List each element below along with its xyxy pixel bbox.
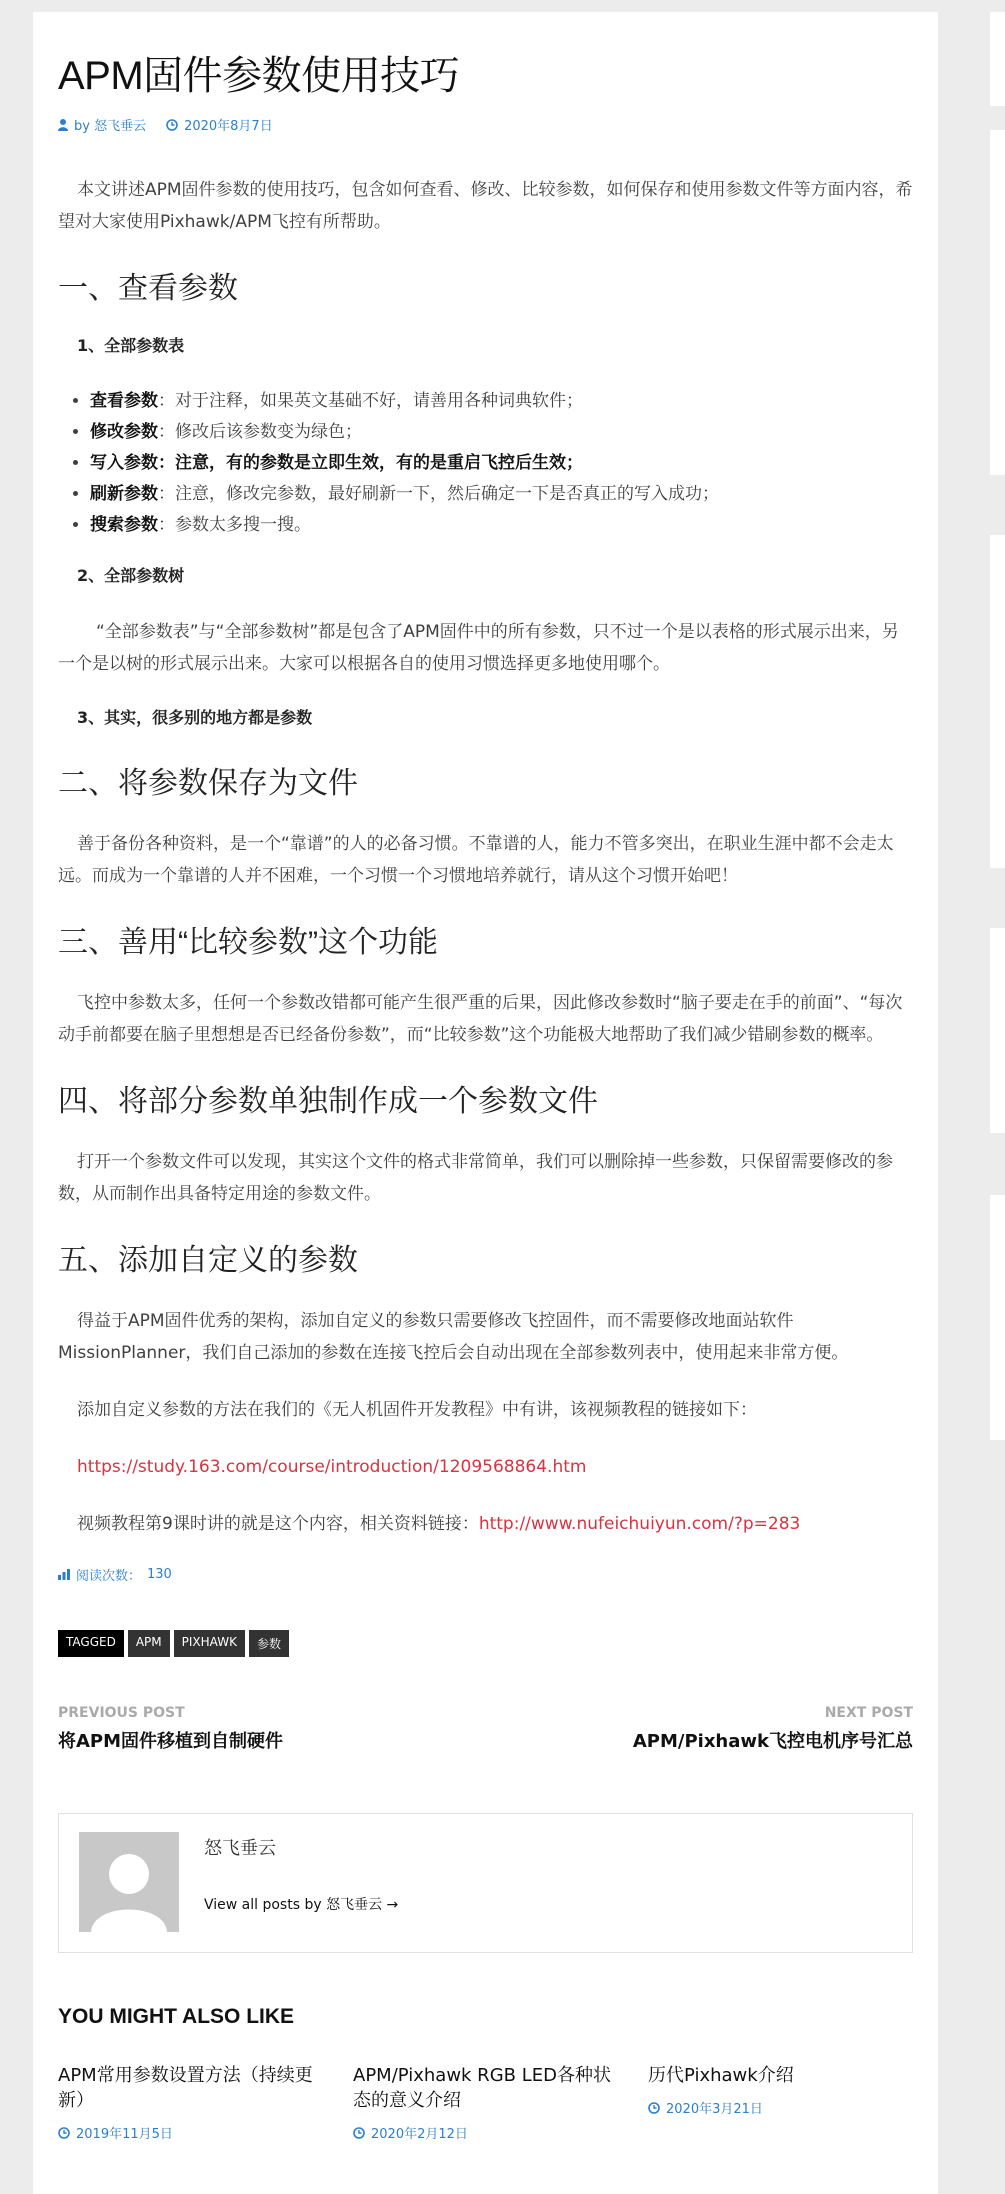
subheading-all-params: 1、全部参数表 — [77, 336, 185, 355]
tagged-label: TAGGED — [58, 1630, 124, 1657]
param-tree-paragraph: “全部参数表”与“全部参数树”都是包含了APM固件中的所有参数，只不过一个是以表格的形式展示出来，另一个是以树的形式展示出来。大家可以根据各自的使用习惯选择更多地使用哪个。 — [58, 622, 899, 674]
subheading-elsewhere: 3、其实，很多别的地方都是参数 — [77, 708, 313, 727]
section-5-paragraph: 得益于APM固件优秀的架构，添加自定义的参数只需要修改飞控固件，而不需要修改地面站软件MissionPlanner，我们自己添加的参数在连接飞控后会自动出现在全部参数列表中，使用起来非常方便。 — [58, 1311, 849, 1363]
view-all-posts-link[interactable]: View all posts by 怒飞垂云 → — [204, 1897, 399, 1913]
sidebar-card — [990, 928, 1005, 1133]
avatar — [79, 1832, 179, 1932]
bar-chart-icon — [58, 1569, 70, 1580]
tutorial-intro: 添加自定义参数的方法在我们的《无人机固件开发教程》中有讲，该视频教程的链接如下： — [77, 1400, 757, 1420]
article-card — [33, 12, 938, 2194]
tag-params[interactable]: 参数 — [249, 1630, 289, 1657]
section-heading-4: 四、将部分参数单独制作成一个参数文件 — [58, 1085, 598, 1118]
sidebar-card — [990, 535, 1005, 868]
clock-icon — [58, 2127, 70, 2139]
lesson-line: 视频教程第9课时讲的就是这个内容，相关资料链接：http://www.nufeichuiyun.com/?p=283 — [77, 1514, 801, 1534]
tag-pixhawk[interactable]: PIXHAWK — [174, 1630, 245, 1657]
list-item: • 写入参数：注意，有的参数是立即生效，有的是重启飞控后生效； — [90, 448, 913, 479]
related-post-date: 2019年11月5日 — [58, 2123, 323, 2142]
related-post — [58, 2063, 323, 2142]
post-meta — [58, 115, 913, 134]
next-post-label: NEXT POST — [824, 1705, 913, 1721]
author-box — [58, 1813, 913, 1953]
post-date[interactable] — [166, 115, 273, 134]
subheading-param-tree: 2、全部参数树 — [77, 566, 185, 585]
sidebar-card — [990, 12, 1005, 106]
list-item: • 查看参数：对于注释，如果英文基础不好，请善用各种词典软件； — [90, 386, 913, 417]
resource-link[interactable]: http://www.nufeichuiyun.com/?p=283 — [478, 1514, 801, 1534]
author-meta-text: by 怒飞垂云 — [74, 119, 147, 134]
param-actions-list — [58, 386, 913, 541]
view-count — [58, 1565, 913, 1584]
related-posts — [58, 2063, 913, 2142]
section-heading-1: 一、查看参数 — [58, 272, 238, 305]
list-item: • 刷新参数：注意，修改完参数，最好刷新一下，然后确定一下是否真正的写入成功； — [90, 479, 913, 510]
post-navigation — [58, 1705, 913, 1753]
course-link-line — [77, 1451, 913, 1483]
related-post-title[interactable]: APM/Pixhawk RGB LED各种状态的意义介绍 — [353, 2065, 611, 2111]
list-item: • 修改参数：修改后该参数变为绿色； — [90, 417, 913, 448]
clock-icon — [353, 2127, 365, 2139]
tag-list — [58, 1630, 913, 1657]
next-post[interactable] — [633, 1705, 913, 1753]
intro-paragraph: 本文讲述APM固件参数的使用技巧，包含如何查看、修改、比较参数，如何保存和使用参数文件等方面内容，希望对大家使用Pixhawk/APM飞控有所帮助。 — [58, 180, 913, 232]
page-title: APM固件参数使用技巧 — [58, 54, 460, 98]
related-post-date: 2020年2月12日 — [353, 2123, 618, 2142]
views-number: 130 — [147, 1567, 172, 1582]
tag-apm[interactable]: APM — [128, 1630, 170, 1657]
post-date-text: 2020年8月7日 — [184, 119, 273, 134]
previous-post-label: PREVIOUS POST — [58, 1705, 185, 1721]
related-heading: YOU MIGHT ALSO LIKE — [58, 2005, 295, 2028]
clock-icon — [648, 2102, 660, 2114]
section-heading-5: 五、添加自定义的参数 — [58, 1244, 358, 1277]
related-post-title[interactable]: APM常用参数设置方法（持续更新） — [58, 2065, 313, 2111]
views-label: 阅读次数： — [76, 1569, 142, 1584]
sidebar-card — [990, 130, 1005, 475]
section-heading-3: 三、善用“比较参数”这个功能 — [58, 926, 438, 959]
section-4-paragraph: 打开一个参数文件可以发现，其实这个文件的格式非常简单，我们可以删除掉一些参数，只保留需要修改的参数，从而制作出具备特定用途的参数文件。 — [58, 1152, 893, 1204]
default-avatar-icon — [79, 1832, 179, 1932]
author-meta[interactable] — [58, 115, 146, 134]
related-post-title[interactable]: 历代Pixhawk介绍 — [648, 2065, 794, 2086]
clock-icon — [166, 119, 178, 131]
course-link[interactable]: https://study.163.com/course/introduction/1209568864.htm — [77, 1457, 587, 1477]
author-name: 怒飞垂云 — [204, 1838, 276, 1859]
section-2-paragraph: 善于备份各种资料，是一个“靠谱”的人的必备习惯。不靠谱的人，能力不管多突出，在职业生涯中都不会走太远。而成为一个靠谱的人并不困难，一个习惯一个习惯地培养就行，请从这个习惯开始吧！ — [58, 834, 894, 886]
previous-post-title[interactable]: 将APM固件移植到自制硬件 — [58, 1731, 284, 1752]
related-post — [648, 2063, 913, 2142]
previous-post[interactable] — [58, 1705, 283, 1753]
section-heading-2: 二、将参数保存为文件 — [58, 767, 358, 800]
sidebar-card — [990, 1195, 1005, 1440]
section-3-paragraph: 飞控中参数太多，任何一个参数改错都可能产生很严重的后果，因此修改参数时“脑子要走在手的前面”、“每次动手前都要在脑子里想想是否已经备份参数”，而“比较参数”这个功能极大地帮助了我们减少错刷参数的概率。 — [58, 993, 903, 1045]
related-post-date: 2020年3月21日 — [648, 2098, 913, 2117]
related-post — [353, 2063, 618, 2142]
list-item: • 搜索参数：参数太多搜一搜。 — [90, 510, 913, 541]
next-post-title[interactable]: APM/Pixhawk飞控电机序号汇总 — [632, 1731, 913, 1752]
user-icon — [58, 119, 68, 131]
